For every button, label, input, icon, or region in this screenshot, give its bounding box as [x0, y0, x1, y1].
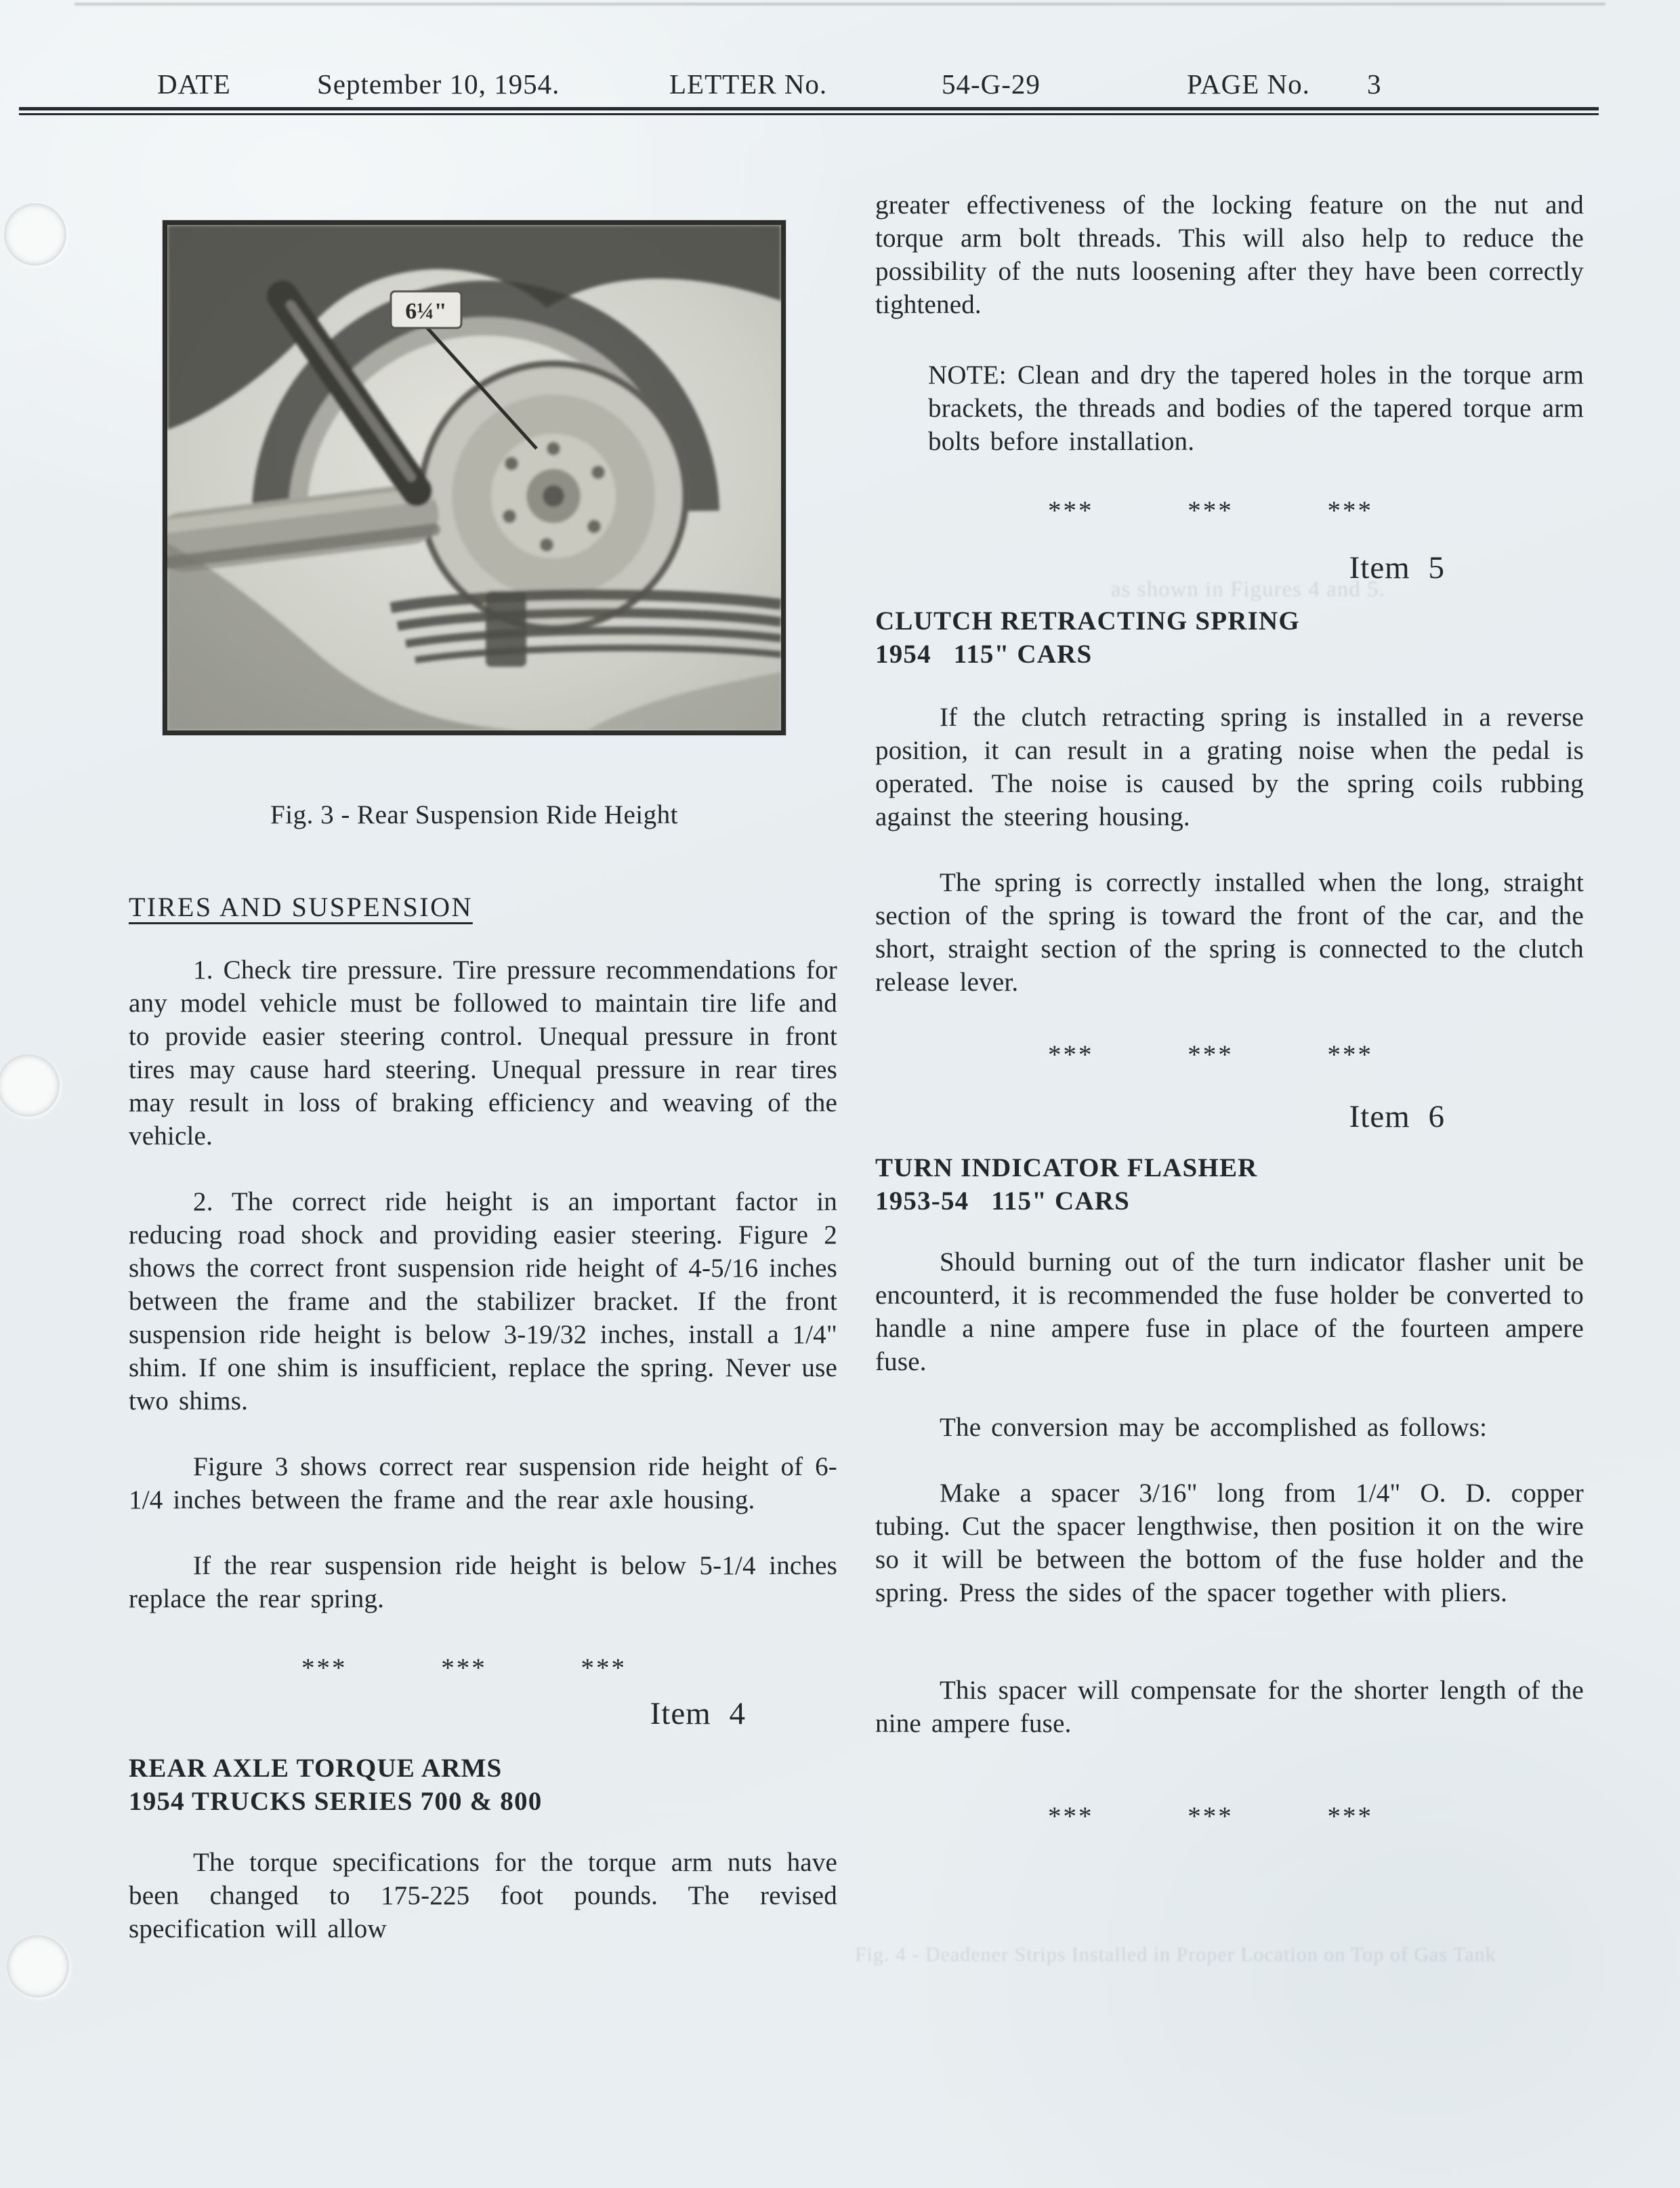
section-heading-tires-and-suspension: TIRES AND SUSPENSION [129, 892, 473, 922]
item-5-label: Item 5 [1349, 550, 1445, 585]
item-4-label: Item 4 [650, 1696, 746, 1731]
ride-height-annotation: 6¼" [405, 299, 447, 324]
punch-hole [4, 203, 66, 266]
item-5-subtitle: 1954 115" CARS [875, 640, 1093, 669]
paragraph-clutch-spring-correct: The spring is correctly installed when the long, straight section of the spring is toward the front of the car, and the short, straight section of the spring is connected to the clutch release lever. [875, 868, 1584, 997]
star-group: *** [1048, 1040, 1094, 1069]
item-6-title: TURN INDICATOR FLASHER [875, 1153, 1258, 1182]
item-5-title: CLUTCH RETRACTING SPRING [875, 606, 1300, 636]
star-group: *** [1048, 496, 1094, 525]
star-group: *** [1327, 1802, 1373, 1831]
page-number-value: 3 [1367, 68, 1382, 100]
date-label: DATE [157, 68, 231, 100]
star-group: *** [1048, 1802, 1094, 1831]
paragraph-ride-height: 2. The correct ride height is an important factor in reducing road shock and providing easier steering. Figure 2 shows the correct front suspension ride height of 4-5/16 inches between the frame and the stabilizer bracket. If the front suspension ride height is below 3-19/32 inches, install a 1/4" shim. If one shim is insufficient, replace the spring. Never use two shims. [129, 1187, 837, 1416]
page-header [0, 68, 1680, 108]
paragraph-clutch-spring-reversed: If the clutch retracting spring is installed in a reverse position, it can result in a grating noise when the pedal is operated. The noise is caused by the spring coils rubbing against the steering housing. [875, 703, 1584, 831]
letter-number-value: 54-G-29 [942, 68, 1041, 100]
paragraph-torque-specifications: The torque specifications for the torque arm nuts have been changed to 175-225 foot pounds. The revised specification will allow [129, 1848, 837, 1943]
paragraph-conversion-intro: The conversion may be accomplished as follows: [940, 1413, 1488, 1442]
scan-artifact-top-edge [75, 3, 1605, 5]
paragraph-spacer-instructions: Make a spacer 3/16" long from 1/4" O. D. copper tubing. Cut the spacer lengthwise, then position it on the wire so it will be between the bottom of the fuse holder and the spring. Press the sides of the spacer together with pliers. [875, 1479, 1584, 1607]
bleed-through-text: as shown in Figures 4 and 5. [1111, 577, 1385, 602]
rear-suspension-photo-illustration [167, 225, 781, 730]
star-group: *** [1327, 1040, 1373, 1069]
figure-caption: Fig. 3 - Rear Suspension Ride Height [270, 800, 678, 829]
paragraph-replace-rear-spring: If the rear suspension ride height is below 5-1/4 inches replace the rear spring. [129, 1551, 837, 1613]
separator-stars [1048, 1039, 1373, 1070]
separator-stars [1048, 1801, 1373, 1832]
paragraph-tire-pressure: 1. Check tire pressure. Tire pressure recommendations for any model vehicle must be followed to maintain tire life and to provide easier steering control. Unequal pressure in front tires may cause hard steering. Unequal pressure in rear tires may result in loss of braking efficiency and weaving of the vehicle. [129, 955, 837, 1151]
item-4-subtitle: 1954 TRUCKS SERIES 700 & 800 [129, 1787, 543, 1816]
header-double-rule [19, 107, 1599, 115]
item-4-title: REAR AXLE TORQUE ARMS [129, 1754, 503, 1783]
page-number-label: PAGE No. [1187, 68, 1310, 100]
star-group: *** [441, 1653, 487, 1683]
note-torque-arm-bolts: NOTE: Clean and dry the tapered holes in the torque arm brackets, the threads and bodies of the tapered torque arm bolts before installation. [928, 360, 1584, 456]
item-6-label: Item 6 [1349, 1099, 1445, 1134]
star-group: *** [1327, 496, 1373, 525]
date-value: September 10, 1954. [317, 68, 560, 100]
star-group: *** [581, 1653, 627, 1683]
item-6-subtitle: 1953-54 115" CARS [875, 1186, 1130, 1216]
punch-hole [0, 1054, 60, 1117]
paragraph-flasher-burnout: Should burning out of the turn indicator flasher unit be encounterd, it is recommended the fuse holder be converted to handle a nine ampere fuse in place of the fourteen ampere fuse. [875, 1247, 1584, 1376]
star-group: *** [1188, 496, 1234, 525]
star-group: *** [1188, 1802, 1234, 1831]
separator-stars [301, 1653, 627, 1683]
star-group: *** [1188, 1040, 1234, 1069]
paragraph-figure3-ride-height: Figure 3 shows correct rear suspension ride height of 6-1/4 inches between the frame and the rear axle housing. [129, 1452, 837, 1514]
paragraph-spacer-compensation: This spacer will compensate for the shorter length of the nine ampere fuse. [875, 1676, 1584, 1738]
right-column [875, 188, 1584, 1832]
paragraph-torque-continuation: greater effectiveness of the locking feature on the nut and torque arm bolt threads. This will also help to reduce the possibility of the nuts loosening after they have been correctly tightened. [875, 190, 1584, 319]
figure-3-photo [163, 220, 786, 735]
bleed-through-text: Fig. 4 - Deadener Strips Installed in Proper Location on Top of Gas Tank [855, 1943, 1496, 1966]
separator-stars [1048, 495, 1373, 526]
punch-hole [7, 1935, 69, 1998]
star-group: *** [301, 1653, 348, 1683]
left-column [129, 183, 837, 1945]
letter-number-label: LETTER No. [669, 68, 828, 100]
